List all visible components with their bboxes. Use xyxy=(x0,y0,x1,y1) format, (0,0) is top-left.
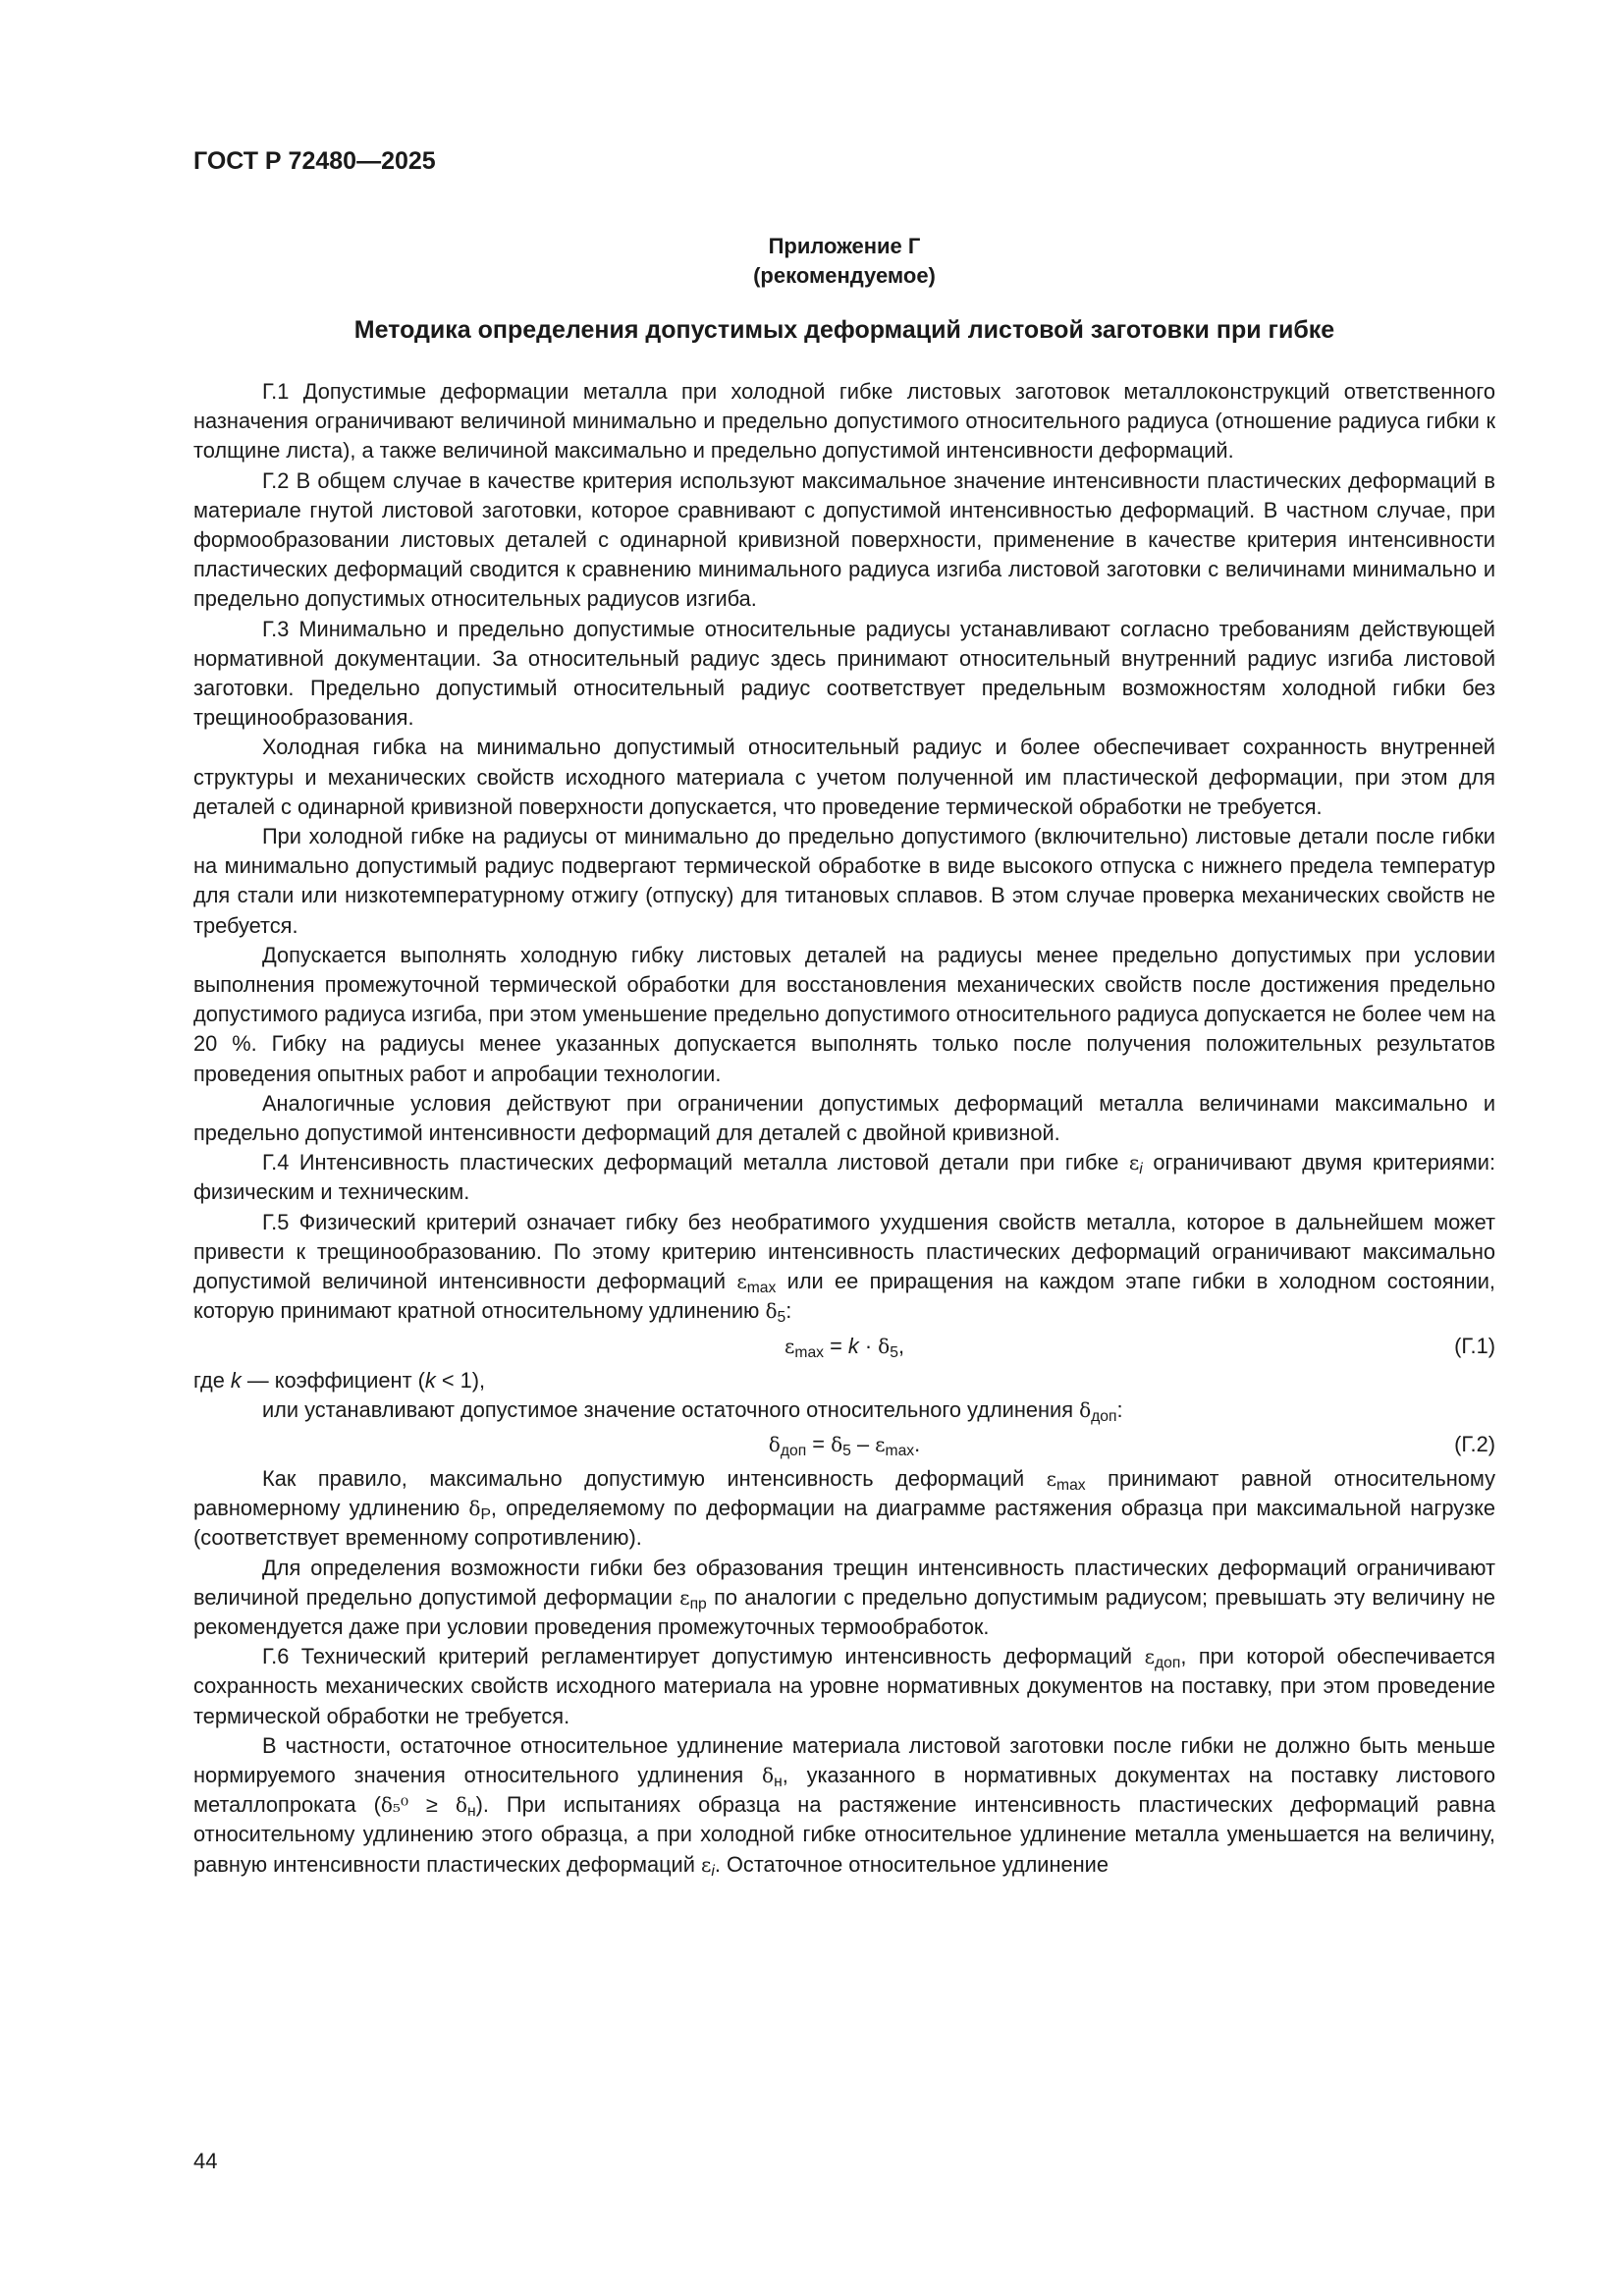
equation-g1-formula: $\varepsilon_{max} = k \cdot \delta_5$, xyxy=(784,1333,905,1361)
standard-header: ГОСТ Р 72480—2025 xyxy=(193,147,436,175)
section-title: Методика определения допустимых деформаций листовой заготовки при гибке xyxy=(353,316,1335,344)
paragraph-g1: Г.1 Допустимые деформации металла при холодной гибке листовых заготовок металлоконструкций ответственного назначения ограничивают величиной минимально и предельно допустимого относительного радиуса (отношение радиуса гибки к толщине листа), а также величиной максимально и предельно допустимой интенсивности деформаций. xyxy=(193,379,1495,464)
annex-heading xyxy=(193,232,1495,291)
paragraph-in-particular: В частности, остаточное относительное удлинение материала листовой заготовки после гибки не должно быть меньше нормируемого значения относительного удлинения $\delta_н$, указанного в нормативных документах на поставку листового металлопроката $(\delta_5^0 \ge \delta_н)$. При испытаниях образца на растяжение интенсивность пластических деформаций равна относительному удлинению этого образца, а при холодной гибке относительное удлинение металла уменьшается на величину, равную интенсивности пластических деформаций $\varepsilon_i$. Остаточное относительное удлинение xyxy=(193,1732,1496,1880)
paragraph-g4: Г.4 Интенсивность пластических деформаций металла листовой детали при гибке $\varepsilon_i$ ограничивают двумя критериями: физическим и техническим. xyxy=(193,1150,1496,1205)
paragraph-g5: Г.5 Физический критерий означает гибку без необратимого ухудшения свойств металла, которое в дальнейшем может привести к трещинообразованию. По этому критерию интенсивность пластических деформаций ограничивают максимально допустимой величиной интенсивности деформаций $\varepsilon_{max}$ или ее приращения на каждом этапе гибки в холодном состоянии, которую принимают кратной относительному удлинению $\delta_5$: xyxy=(193,1209,1495,1327)
paragraph-cold-bending: Холодная гибка на минимально допустимый относительный радиус и более обеспечивает сохранность внутренней структуры и механических свойств исходного материала с учетом полученной им пластической деформации, при этом для деталей с одинарной кривизной поверхности допускается, что проведение термической обработки не требуется. xyxy=(193,735,1495,819)
equation-g1-number: (Г.1) xyxy=(1454,1333,1495,1358)
page-number: 44 xyxy=(193,2149,218,2173)
equation-g2-number: (Г.2) xyxy=(1454,1431,1495,1456)
paragraph-residual-elongation: или устанавливают допустимое значение остаточного относительного удлинения $\delta_{доп}$: xyxy=(262,1396,1123,1425)
paragraph-g3: Г.3 Минимально и предельно допустимые относительные радиусы устанавливают согласно требованиям действующей нормативной документации. За относительный радиус здесь принимают относительный внутренний радиус изгиба листовой заготовки. Предельно допустимый относительный радиус соответствует предельным возможностям холодной гибки без трещинообразования. xyxy=(193,616,1495,731)
paragraph-below-limit: Допускается выполнять холодную гибку листовых деталей на радиусы менее предельно допустимых при условии выполнения промежуточной термической обработки для восстановления механических свойств после достижения предельно допустимого радиуса изгиба, при этом уменьшение предельно допустимого относительного радиуса допускается не более чем на 20 %. Гибку на радиусы менее указанных допускается выполнять только после получения положительных результатов проведения опытных работ и апробации технологии. xyxy=(193,942,1495,1086)
paragraph-where: где k — коэффициент (k < 1), xyxy=(193,1367,486,1393)
equation-g2 xyxy=(193,1427,1495,1462)
equation-g1 xyxy=(193,1329,1495,1364)
equation-g2-formula: $\delta_{доп} = \delta_5 - \varepsilon_{max}$. xyxy=(768,1431,921,1459)
annex-status: (рекомендуемое) xyxy=(753,263,936,288)
document-body xyxy=(193,377,1495,1880)
paragraph-g6: Г.6 Технический критерий регламентирует допустимую интенсивность деформаций $\varepsilon_{доп}$, при которой обеспечивается сохранность механических свойств исходного материала на уровне нормативных документов на поставку, при этом проведение термической обработки не требуется. xyxy=(193,1644,1495,1728)
paragraph-as-a-rule: Как правило, максимально допустимую интенсивность деформаций $\varepsilon_{max}$ принимают равной относительному равномерному удлинению $\delta_Р$, определяемому по деформации на диаграмме растяжения образца при максимальной нагрузке (соответствует временному сопротивлению). xyxy=(193,1465,1495,1551)
paragraph-radius-range: При холодной гибке на радиусы от минимально до предельно допустимого (включительно) листовые детали после гибки на минимально допустимый радиус подвергают термической обработке в виде высокого отпуска с нижнего предела температур для стали или низкотемпературному отжигу (отпуску) для титановых сплавов. В этом случае проверка механических свойств не требуется. xyxy=(193,824,1495,938)
epsilon-symbol: ε xyxy=(1128,1151,1140,1175)
paragraph-g2: Г.2 В общем случае в качестве критерия используют максимальное значение интенсивности пластических деформаций в материале гнутой листовой заготовки, которое сравнивают с допустимой интенсивностью деформаций. В частном случае, при формообразовании листовых деталей с одинарной кривизной поверхности, применение в качестве критерия интенсивности пластических деформаций сводится к сравнению минимального радиуса изгиба листовой заготовки с величинами минимально и предельно допустимых относительных радиусов изгиба. xyxy=(193,467,1495,612)
annex-name: Приложение Г xyxy=(768,234,921,258)
paragraph-crack-limit: Для определения возможности гибки без образования трещин интенсивность пластических деформаций ограничивают величиной предельно допустимой деформации $\varepsilon_{пр}$ по аналогии с предельно допустимым радиусом; превышать эту величину не рекомендуется даже при условии проведения промежуточных термообработок. xyxy=(193,1555,1495,1639)
paragraph-double-curvature: Аналогичные условия действуют при ограничении допустимых деформаций металла величинами максимально и предельно допустимой интенсивности деформаций для деталей с двойной кривизной. xyxy=(193,1090,1495,1146)
